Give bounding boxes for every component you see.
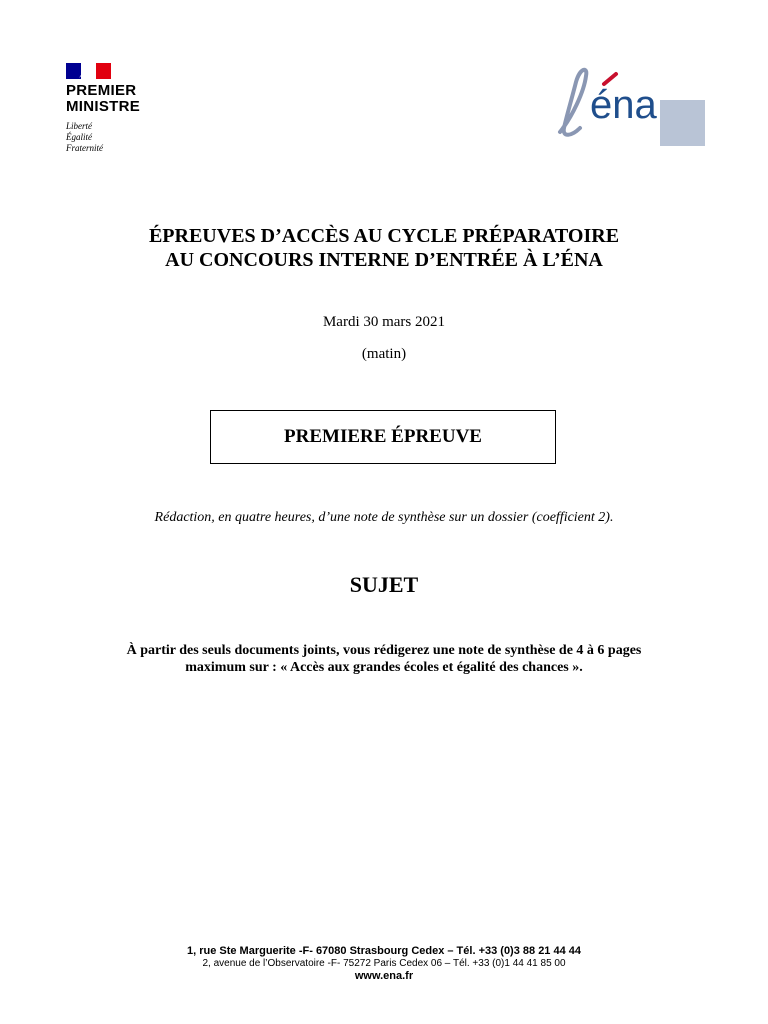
footer-address-paris: 2, avenue de l’Observatoire -F- 75272 Paris Cedex 06 – Tél. +33 (0)1 44 41 85 00 (202, 958, 566, 969)
epreuve-box (210, 410, 556, 464)
footer-address-strasbourg: 1, rue Ste Marguerite -F- 67080 Strasbourg Cedex – Tél. +33 (0)3 88 21 44 44 (186, 945, 582, 957)
gov-logo-line1: PREMIER (66, 82, 137, 99)
gov-logo-line2: MINISTRE (66, 98, 141, 115)
epreuve-description: Rédaction, en quatre heures, d’une note de synthèse sur un dossier (coefficient 2). (154, 510, 614, 525)
epreuve-title: PREMIERE ÉPREUVE (284, 426, 482, 447)
page-title-line2: AU CONCOURS INTERNE D’ENTRÉE À L’ÉNA (165, 249, 603, 271)
subject-text-line2: maximum sur : « Accès aux grandes écoles et égalité des chances ». (185, 660, 583, 675)
footer-website: www.ena.fr (354, 970, 414, 982)
exam-session: (matin) (361, 346, 407, 362)
motto-liberte: Liberté (66, 121, 92, 131)
sujet-heading: SUJET (349, 572, 419, 597)
subject-text-line1: À partir des seuls documents joints, vous rédigerez une note de synthèse de 4 à 6 pages (126, 643, 642, 658)
premier-ministre-logo (66, 63, 186, 153)
motto-egalite: Égalité (66, 132, 92, 142)
page-title-line1: ÉPREUVES D’ACCÈS AU CYCLE PRÉPARATOIRE (148, 225, 620, 247)
marianne-profile-icon (77, 66, 97, 78)
ena-logo (552, 62, 708, 148)
svg-text:éna: éna (590, 83, 657, 127)
exam-date: Mardi 30 mars 2021 (322, 314, 446, 330)
motto-fraternite: Fraternité (66, 143, 103, 153)
